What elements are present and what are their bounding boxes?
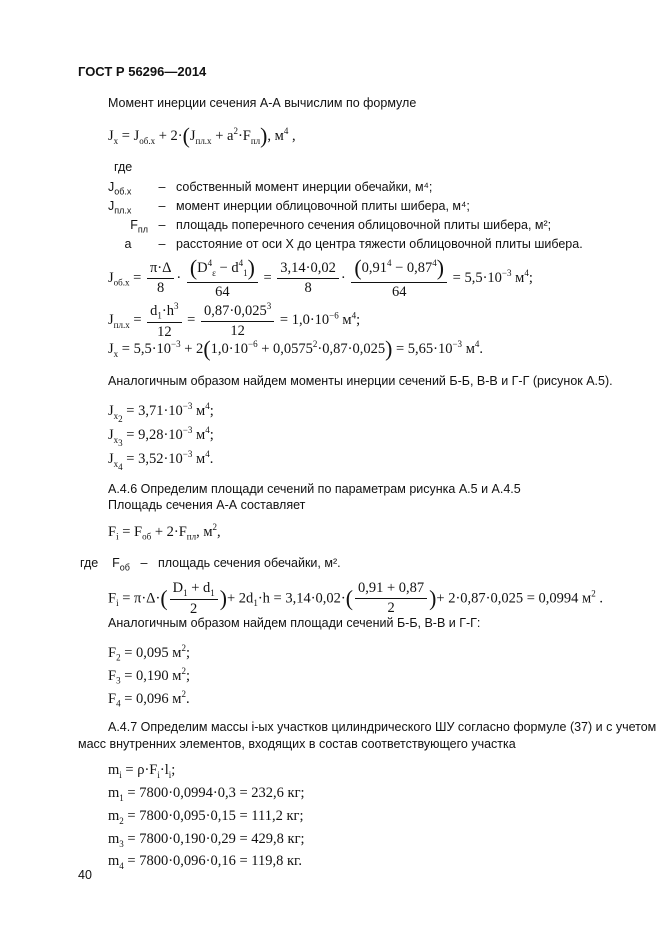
mass-m3: $m_3 = 7800\cdot 0,190\cdot 0,29 = 429,8$ кг; xyxy=(108,831,305,849)
paragraph-area-aa: Площадь сечения А-А составляет xyxy=(108,498,306,512)
area-f3: $F_3 = 0,190$ $м^2$; xyxy=(108,666,190,686)
paragraph-a47-line2: масс внутренних элементов, входящих в состав соответствующего участка xyxy=(78,737,516,751)
definition-fob: где $F_{об}$ – площадь сечения обечайки, м². xyxy=(80,556,341,573)
mass-m2: $m_2 = 7800\cdot 0,095\cdot 0,15 = 111,2$ кг; xyxy=(108,808,304,826)
formula-job-numeric: $J_{об.х}$ = $\frac{\pi\cdot\Delta}{8}$ · $\frac{(D^4_\varepsilon - d^4_1)}{64}$ = $\frac{3,14\cdot 0,02}{8}$ · $\frac{(0,91^4 - 0,87^4)}{64}$ = $5,5\cdot 10^{-3}$ $м^4$; xyxy=(108,256,533,300)
moment-jx4: $J_{x_4} = 3,52\cdot 10^{-3}$ $м^4$. xyxy=(108,449,214,472)
definition-job: $J_{об.х}$ – собственный момент инерции обечайки, м⁴; xyxy=(108,180,433,197)
definition-fpl: $F_{пл}$ – площадь поперечного сечения облицовочной плиты шибера, м²; xyxy=(130,218,552,235)
paragraph-moment-intro: Момент инерции сечения А-А вычислим по формуле xyxy=(108,96,417,110)
mass-mi: $m_i = \rho\cdot F_i\cdot l_i$; xyxy=(108,762,176,780)
moment-jx3: $J_{x_3} = 9,28\cdot 10^{-3}$ $м^4$; xyxy=(108,425,214,448)
area-f2: $F_2 = 0,095$ $м^2$; xyxy=(108,643,190,663)
formula-jpl-numeric: $J_{пл.х}$ = $\frac{d_1\cdot h^3}{12}$ = $\frac{0,87\cdot 0,025^3}{12}$ = $1,0\cdot 10^{-6}$ $м^4$; xyxy=(108,301,361,340)
paragraph-a46: А.4.6 Определим площади сечений по параметрам рисунка А.5 и А.4.5 xyxy=(108,482,521,496)
definition-a: a – расстояние от оси Х до центра тяжести облицовочной плиты шибера. xyxy=(124,237,583,251)
document-header: ГОСТ Р 56296—2014 xyxy=(78,64,207,79)
paragraph-analog-areas: Аналогичным образом найдем площади сечений Б-Б, В-В и Г-Г: xyxy=(108,616,481,630)
moment-jx2: $J_{x_2} = 3,71\cdot 10^{-3}$ $м^4$; xyxy=(108,401,214,424)
page-number: 40 xyxy=(78,868,92,882)
mass-m4: $m_4 = 7800\cdot 0,096\cdot 0,16 = 119,8$ кг. xyxy=(108,853,302,871)
formula-jx-numeric: $J_x = 5,5\cdot 10^{-3} + 2(1,0\cdot 10^{-6} + 0,0575^2\cdot 0,87\cdot 0,025) = 5,65\cdot 10^{-3}$ $м^4$. xyxy=(108,337,483,361)
where-label: где xyxy=(114,160,133,174)
paragraph-analog-moments: Аналогичным образом найдем моменты инерции сечений Б-Б, В-В и Г-Г (рисунок А.5). xyxy=(108,374,613,388)
definition-jpl: $J_{пл.х}$ – момент инерции облицовочной плиты шибера, м⁴; xyxy=(108,199,470,216)
paragraph-a47-line1: А.4.7 Определим массы i-ых участков цилиндрического ШУ согласно формуле (37) и с учетом xyxy=(108,720,657,734)
formula-jx-main: $J_x = J_{об.х} + 2\cdot(J_{пл.х} + a^2\cdot F_{пл})$, $м^4$ , xyxy=(108,124,296,148)
mass-m1: $m_1 = 7800\cdot 0,0994\cdot 0,3 = 232,6$ кг; xyxy=(108,785,305,803)
formula-fi: $F_i = F_{об} + 2\cdot F_{пл}$, $м^2$, xyxy=(108,522,221,542)
area-f4: $F_4 = 0,096$ $м^2$. xyxy=(108,689,190,709)
formula-fi-numeric: $F_i = \pi\cdot\Delta\cdot$( $\frac{D_1 + d_1}{2}$ )+ $2d_1\cdot h = 3,14\cdot 0,02\cdot$( $\frac{0,91 + 0,87}{2}$ )+ 2·0,87·0,025 = 0,0994 $м^2$ . xyxy=(108,580,603,617)
